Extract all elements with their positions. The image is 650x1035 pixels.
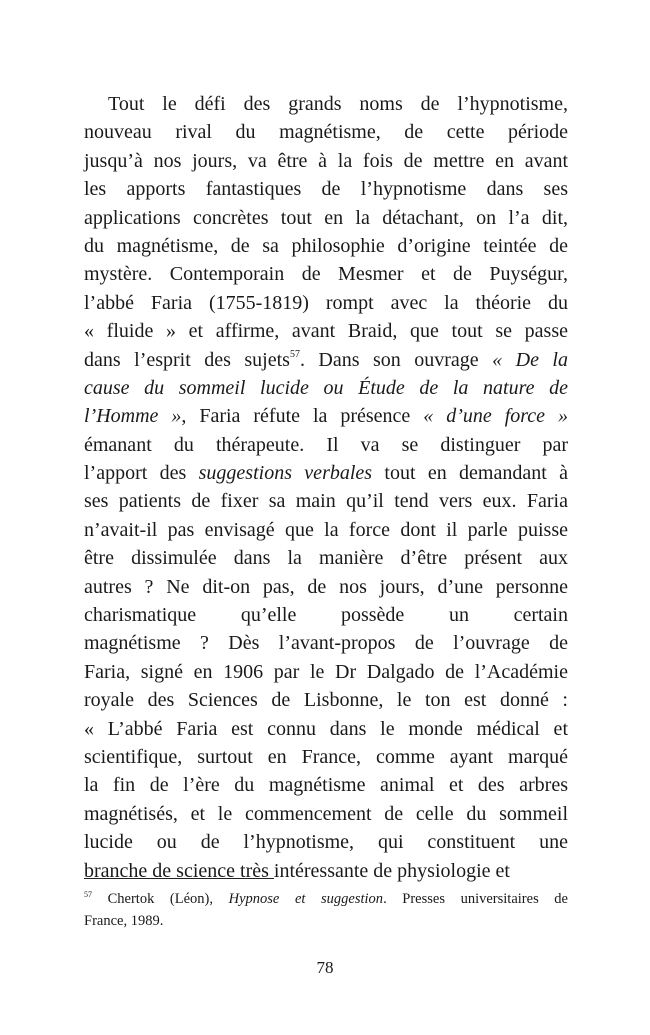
footnote-line: France, 1989. (84, 913, 164, 929)
text-line (84, 346, 568, 374)
text-line: Faria, signé en 1906 par le Dr Dalgado de l’Académie (84, 660, 568, 683)
footnote-line (84, 888, 568, 910)
footnote-reference[interactable]: 57 (289, 348, 300, 360)
text-line: mystère. Contemporain de Mesmer et de Puységur, (84, 263, 568, 286)
footnote-separator (84, 878, 274, 879)
italic-title: « De la (492, 348, 568, 371)
text-line: scientifique, surtout en France, comme ayant marqué (84, 745, 568, 768)
page-number: 78 (316, 958, 334, 977)
footnote (84, 888, 568, 932)
text-line: la fin de l’ère du magnétisme animal et des arbres (84, 774, 568, 797)
text-line: du magnétisme, de sa philosophie d’origine teintée de (84, 234, 568, 257)
text-line: jusqu’à nos jours, va être à la fois de mettre en avant (84, 149, 568, 172)
text-line: ses patients de fixer sa main qu’il tend vers eux. Faria (84, 490, 568, 513)
footnote-book-title: Hypnose et suggestion (228, 891, 384, 907)
body-text (84, 90, 568, 885)
text-segment: . Dans son ouvrage (299, 348, 493, 371)
italic-title-line: cause du sommeil lucide ou Étude de la nature de (84, 376, 568, 399)
text-line: « L’abbé Faria est connu dans le monde médical et (84, 717, 568, 740)
text-line: l’abbé Faria (1755-1819) rompt avec la théorie du (84, 291, 568, 314)
text-line (84, 459, 568, 487)
text-line: autres ? Ne dit-on pas, de nos jours, d’une personne (84, 575, 568, 598)
text-line: branche de science très intéressante de physiologie et (84, 859, 510, 882)
text-line: nouveau rival du magnétisme, de cette période (84, 121, 568, 144)
text-line: royale des Sciences de Lisbonne, le ton est donné : (84, 689, 568, 712)
text-line: magnétisés, et le commencement de celle du sommeil (84, 802, 568, 825)
text-segment: , Faria réfute la présence (181, 405, 424, 428)
text-segment: tout en demandant à (372, 462, 568, 485)
text-line: magnétisme ? Dès l’avant-propos de l’ouvrage de (84, 632, 568, 655)
italic-title: l’Homme » (84, 405, 182, 428)
text-line: les apports fantastiques de l’hypnotisme dans ses (84, 178, 568, 201)
italic-emphasis: suggestions verbales (198, 462, 373, 485)
footnote-text: . Presses universitaires de (383, 891, 568, 907)
text-line: « fluide » et affirme, avant Braid, que tout se passe (84, 320, 568, 343)
text-line: lucide ou de l’hypnotisme, qui constituent une (84, 831, 568, 854)
text-line: n’avait-il pas envisagé que la force dont il parle puisse (84, 518, 568, 541)
text-line (84, 402, 568, 430)
text-line: émanant du thérapeute. Il va se distinguer par (84, 433, 568, 456)
text-line: Tout le défi des grands noms de l’hypnotisme, (108, 93, 568, 115)
footnote-number: 57 (84, 890, 92, 899)
italic-quote: « d’une force » (423, 405, 569, 428)
text-line: applications concrètes tout en la détachant, on l’a dit, (84, 206, 568, 229)
footnote-text: Chertok (Léon), (92, 891, 229, 907)
text-segment: l’apport des (84, 462, 199, 485)
text-line: charismatique qu’elle possède un certain (84, 604, 568, 627)
text-segment: dans l’esprit des sujets (84, 348, 290, 371)
text-line: être dissimulée dans la manière d’être présent aux (84, 547, 568, 570)
